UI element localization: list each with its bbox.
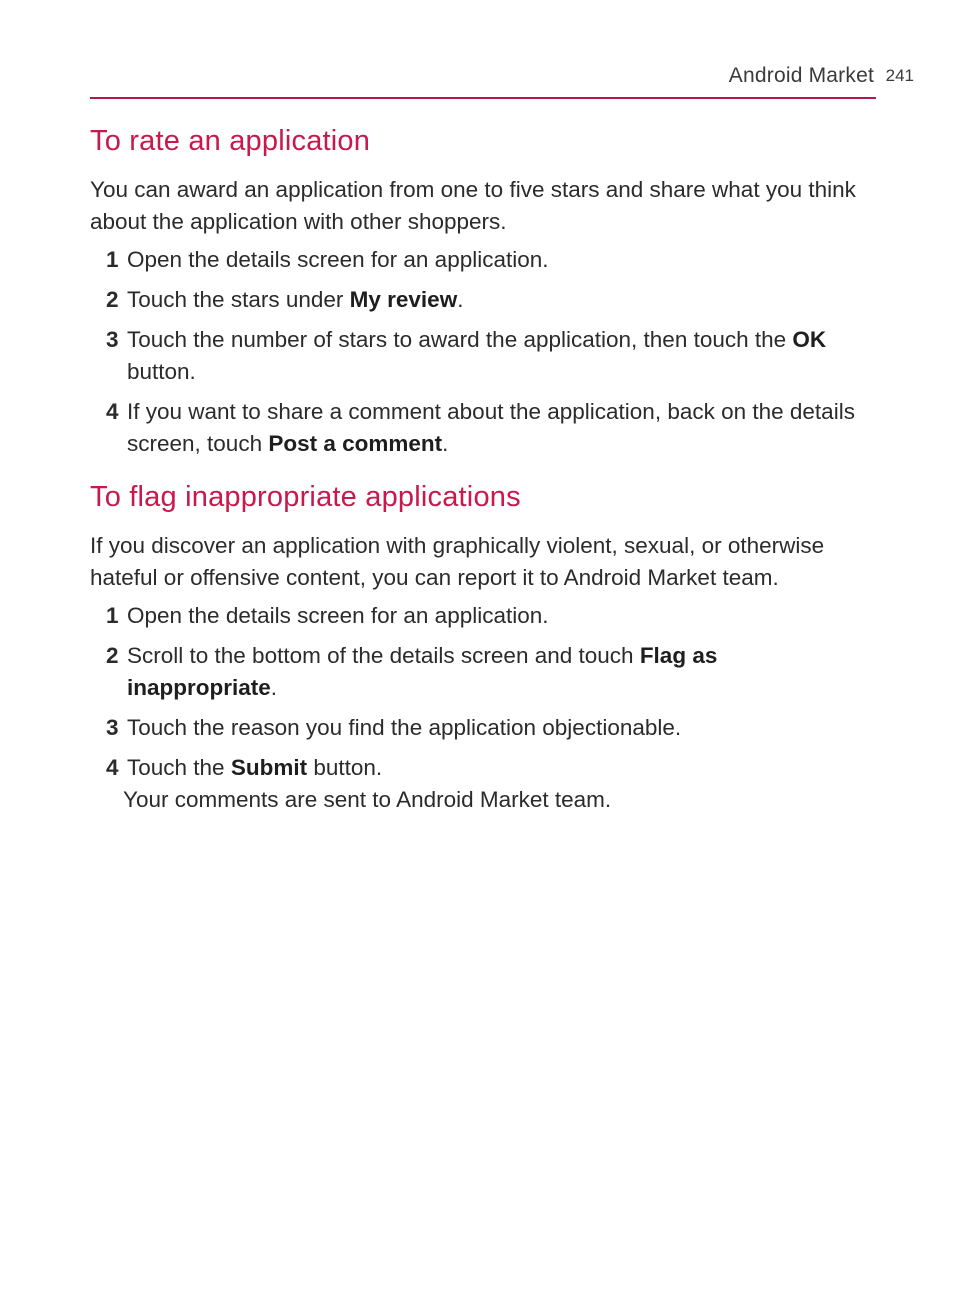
rate-section-intro: You can award an application from one to five stars and share what you think about the application with other shoppers. xyxy=(90,177,856,234)
page-number: 241 xyxy=(885,66,914,85)
step-text-end: button. xyxy=(307,755,383,780)
rate-steps-list xyxy=(90,244,870,460)
step-text-end: . xyxy=(442,431,449,456)
page-content xyxy=(90,122,870,824)
step-number: 3 xyxy=(106,715,119,740)
list-item xyxy=(90,396,870,460)
running-header xyxy=(90,62,914,92)
ui-term-ok: OK xyxy=(792,327,827,352)
ui-term-post-a-comment: Post a comment xyxy=(268,431,443,456)
step-text: Open the details screen for an application. xyxy=(127,603,549,628)
step-number: 3 xyxy=(106,327,119,352)
list-item xyxy=(90,244,870,276)
step-note: Your comments are sent to Android Market team. xyxy=(123,787,612,812)
ui-term-submit: Submit xyxy=(230,755,308,780)
step-number: 4 xyxy=(106,755,119,780)
step-text: Open the details screen for an application. xyxy=(127,247,549,272)
header-section-name: Android Market xyxy=(728,64,874,87)
step-text-end: . xyxy=(457,287,464,312)
list-item xyxy=(90,600,870,632)
step-text: If you want to share a comment about the application, back on the details screen, touch xyxy=(127,399,855,456)
list-item xyxy=(90,324,870,388)
ui-term-flag-as-inappropriate: Flag as inappropriate xyxy=(127,643,718,700)
step-number: 1 xyxy=(106,603,119,628)
flag-section-intro: If you discover an application with graphically violent, sexual, or otherwise hateful or offensive content, you can report it to Android Market team. xyxy=(90,533,825,590)
step-number: 4 xyxy=(106,399,119,424)
step-number: 1 xyxy=(106,247,119,272)
step-number: 2 xyxy=(106,287,119,312)
step-text: Touch the reason you find the application objectionable. xyxy=(127,715,682,740)
list-item xyxy=(90,284,870,316)
list-item xyxy=(90,752,870,816)
flag-section-title: To flag inappropriate applications xyxy=(90,481,521,513)
list-item xyxy=(90,712,870,744)
step-number: 2 xyxy=(106,643,119,668)
header-divider xyxy=(90,97,876,99)
ui-term-my-review: My review xyxy=(349,287,458,312)
flag-inappropriate-section xyxy=(90,478,870,816)
step-text: Touch the number of stars to award the application, then touch the xyxy=(127,327,793,352)
step-text-end: . xyxy=(270,675,278,700)
rate-section-title: To rate an application xyxy=(90,125,371,157)
list-item xyxy=(90,640,870,704)
step-text-end: button. xyxy=(127,359,196,384)
step-text: Touch the stars under xyxy=(127,287,350,312)
flag-steps-list xyxy=(90,600,870,816)
step-text: Scroll to the bottom of the details screen and touch xyxy=(127,643,640,668)
step-text: Touch the xyxy=(127,755,231,780)
rate-application-section xyxy=(90,122,870,460)
